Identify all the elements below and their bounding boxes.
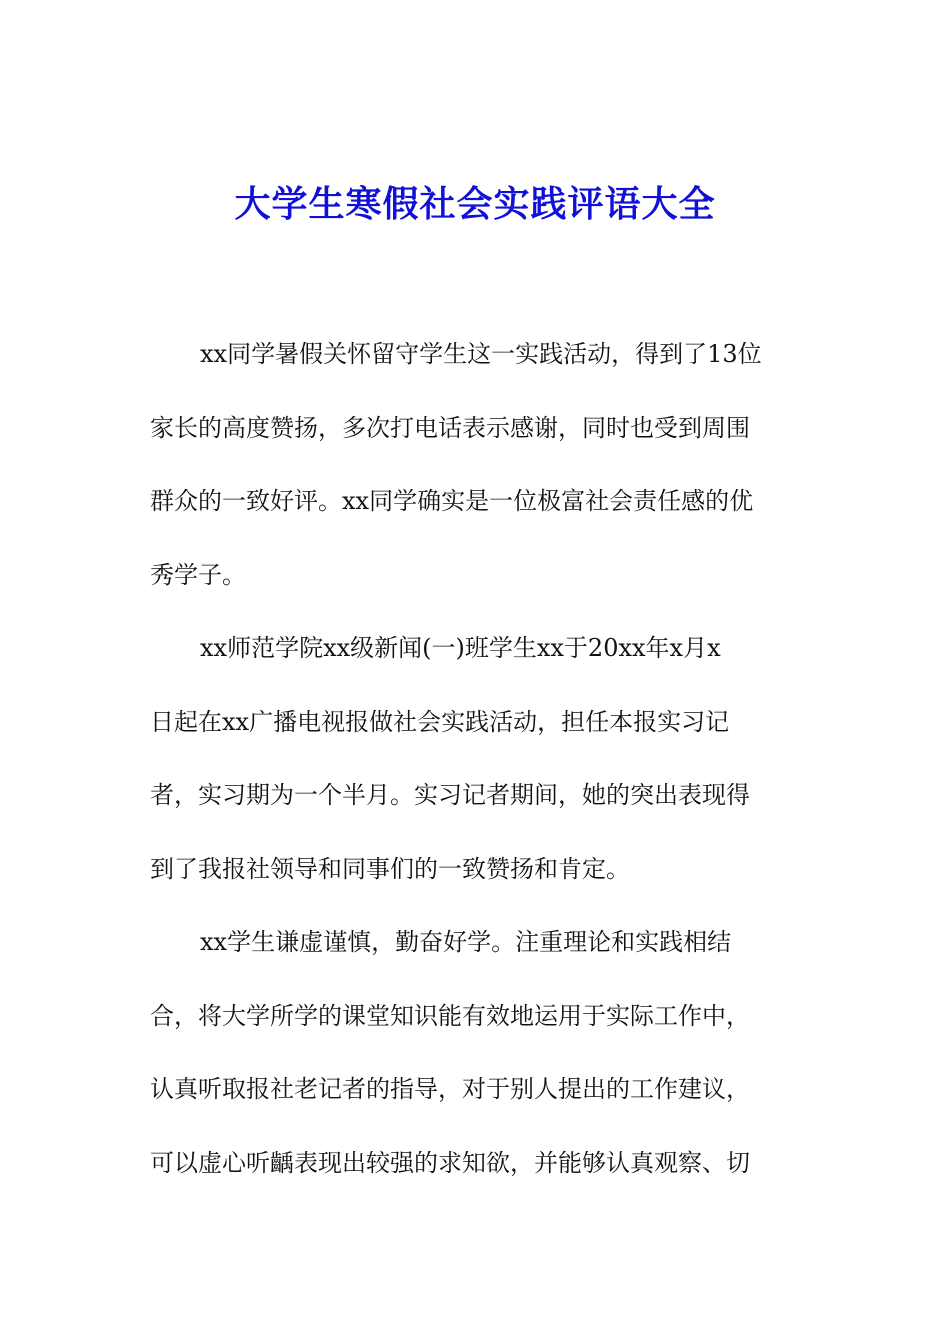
paragraph-1-line-4: 秀学子。 xyxy=(150,560,246,589)
paragraph-3-line-1: xx学生谦虚谨慎，勤奋好学。注重理论和实践相结 xyxy=(200,928,732,956)
paragraph-1-line-3: 群众的一致好评。xx同学确实是一位极富社会责任感的优 xyxy=(150,487,754,515)
paragraph-3-line-4: 可以虚心听齲表现出较强的求知欲，并能够认真观察、切 xyxy=(150,1148,750,1177)
document-body xyxy=(150,330,805,1212)
paragraph-3-line-3: 认真听取报社老记者的指导，对于别人提出的工作建议， xyxy=(150,1075,750,1103)
document-title: 大学生寒假社会实践评语大全 xyxy=(234,183,716,225)
paragraph-2-line-2: 日起在xx广播电视报做社会实践活动，担任本报实习记 xyxy=(150,707,730,736)
paragraph-3-line-2: 合，将大学所学的课堂知识能有效地运用于实际工作中， xyxy=(150,1001,750,1030)
paragraph-2-line-3: 者，实习期为一个半月。实习记者期间，她的突出表现得 xyxy=(150,781,750,809)
paragraph-1-line-2: 家长的高度赞扬，多次打电话表示感谢，同时也受到周围 xyxy=(150,413,750,442)
paragraph-2-line-1: xx师范学院xx级新闻(一)班学生xx于20xx年x月x xyxy=(200,634,721,662)
paragraph-2-line-4: 到了我报社领导和同事们的一致赞扬和肯定。 xyxy=(150,854,630,883)
paragraph-1-line-1: xx同学暑假关怀留守学生这一实践活动，得到了13位 xyxy=(200,340,762,368)
